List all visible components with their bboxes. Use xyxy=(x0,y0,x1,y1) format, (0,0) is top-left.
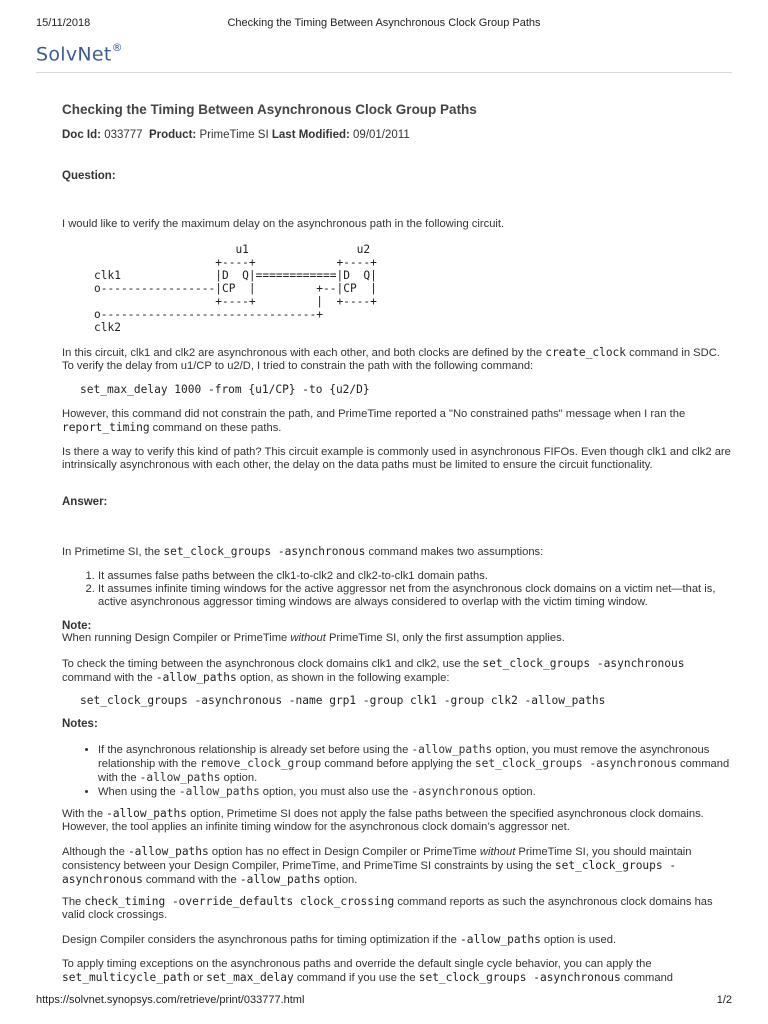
notes-list xyxy=(62,743,734,799)
question-paragraph-1: In this circuit, clk1 and clk2 are asynchronous with each other, and both clocks are defined by the create_clock command in SDC. To verify the delay from u1/CP to u2/D, I tried to constrain the path with the following command: xyxy=(62,346,720,372)
solvnet-logo[interactable] xyxy=(36,43,123,65)
product-label: Product: xyxy=(148,129,197,141)
print-date: 15/11/2018 xyxy=(36,17,91,29)
product-value: PrimeTime SI xyxy=(199,129,269,141)
assumptions-list xyxy=(62,570,734,609)
notes-heading: Notes: xyxy=(62,718,98,730)
note-text: When running Design Compiler or PrimeTime without PrimeTime SI, only the first assumption applies. xyxy=(62,632,565,644)
page-title: Checking the Timing Between Asynchronous Clock Group Paths xyxy=(62,102,477,117)
question-intro: I would like to verify the maximum delay on the asynchronous path in the following circuit. xyxy=(62,218,505,230)
last-modified-label: Last Modified: xyxy=(271,129,350,141)
logo-text: SolvNet xyxy=(36,43,112,66)
registered-mark: ® xyxy=(111,41,123,54)
set-clock-groups-command: set_clock_groups -asynchronous -name grp1 -group clk1 -group clk2 -allow_paths xyxy=(80,694,606,707)
set-clock-groups-code: set_clock_groups -asynchronous xyxy=(163,545,366,558)
answer-paragraph-6: Design Compiler considers the asynchronous paths for timing optimization if the -allow_paths option is used. xyxy=(62,933,617,946)
answer-heading: Answer: xyxy=(62,496,108,508)
report-timing-code: report_timing xyxy=(62,421,150,434)
last-modified-value: 09/01/2011 xyxy=(353,129,410,141)
question-paragraph-2: However, this command did not constrain the path, and PrimeTime reported a "No constrained paths" message when I ran the report_timing command on these paths. xyxy=(62,408,686,434)
print-url[interactable]: https://solvnet.synopsys.com/retrieve/print/033777.html xyxy=(36,994,305,1006)
header-divider xyxy=(36,72,732,73)
print-title: Checking the Timing Between Asynchronous Clock Group Paths xyxy=(227,17,541,29)
doc-id-value: 033777 xyxy=(104,129,143,141)
answer-paragraph-3: With the -allow_paths option, Primetime SI does not apply the false paths between the specified asynchronous clock domains. However, the tool applies an infinite timing window for the asynchronous clock domain’s aggressor net. xyxy=(62,807,704,833)
answer-paragraph-5: The check_timing -override_defaults clock_crossing command reports as such the asynchronous clock domains has valid clock crossings. xyxy=(62,895,713,921)
doc-meta xyxy=(62,129,410,141)
question-paragraph-3: Is there a way to verify this kind of path? This circuit example is commonly used in asynchronous FIFOs. Even though clk1 and clk2 are intrinsically asynchronous with each other, the delay on the data paths must be limited to ensure the circuit functionality. xyxy=(62,446,731,471)
create-clock-code: create_clock xyxy=(545,346,627,359)
list-item: • When using the -allow_paths option, you must also use the -asynchronous option. xyxy=(98,785,734,799)
list-item: 2. It assumes infinite timing windows for the active aggressor net from the asynchronous clock domains on a victim net—that is, active asynchronous aggressor timing windows are always considered to overlap with the victim timing window. xyxy=(98,583,734,609)
circuit-diagram: u1 u2 +----+ +----+ clk1 |D Q|============|D Q| o-----------------|CP | +--|CP | +----+ | +----+ o--------------------------------+ clk2 xyxy=(94,243,377,334)
answer-paragraph-4: Although the -allow_paths option has no effect in Design Compiler or PrimeTime without PrimeTime SI, you should maintain consistency between your Design Compiler, PrimeTime, and PrimeTime SI constraints by using the set_clock_groups -asynchronous command with the -allow_paths option. xyxy=(62,845,692,886)
doc-id-label: Doc Id: xyxy=(62,129,101,141)
page-number: 1/2 xyxy=(716,994,732,1006)
note-heading: Note: xyxy=(62,620,92,632)
answer-paragraph-1: In Primetime SI, the set_clock_groups -asynchronous command makes two assumptions: xyxy=(62,545,544,558)
list-item: 1. It assumes false paths between the clk1-to-clk2 and clk2-to-clk1 domain paths. xyxy=(98,570,734,583)
set-max-delay-command: set_max_delay 1000 -from {u1/CP} -to {u2/D} xyxy=(80,383,370,396)
list-item: • If the asynchronous relationship is already set before using the -allow_paths option, you must remove the asynchronous relationship with the remove_clock_group command before applying the set_clock_groups -asynchronous command with the -allow_paths option. xyxy=(98,743,734,785)
answer-paragraph-7: To apply timing exceptions on the asynchronous paths and override the default single cycle behavior, you can apply the set_multicycle_path or set_max_delay command if you use the set_clock_groups -asynchronous command xyxy=(62,958,674,984)
answer-paragraph-2: To check the timing between the asynchronous clock domains clk1 and clk2, use the set_clock_groups -asynchronous command with the -allow_paths option, as shown in the following example: xyxy=(62,657,685,684)
question-heading: Question: xyxy=(62,170,116,182)
